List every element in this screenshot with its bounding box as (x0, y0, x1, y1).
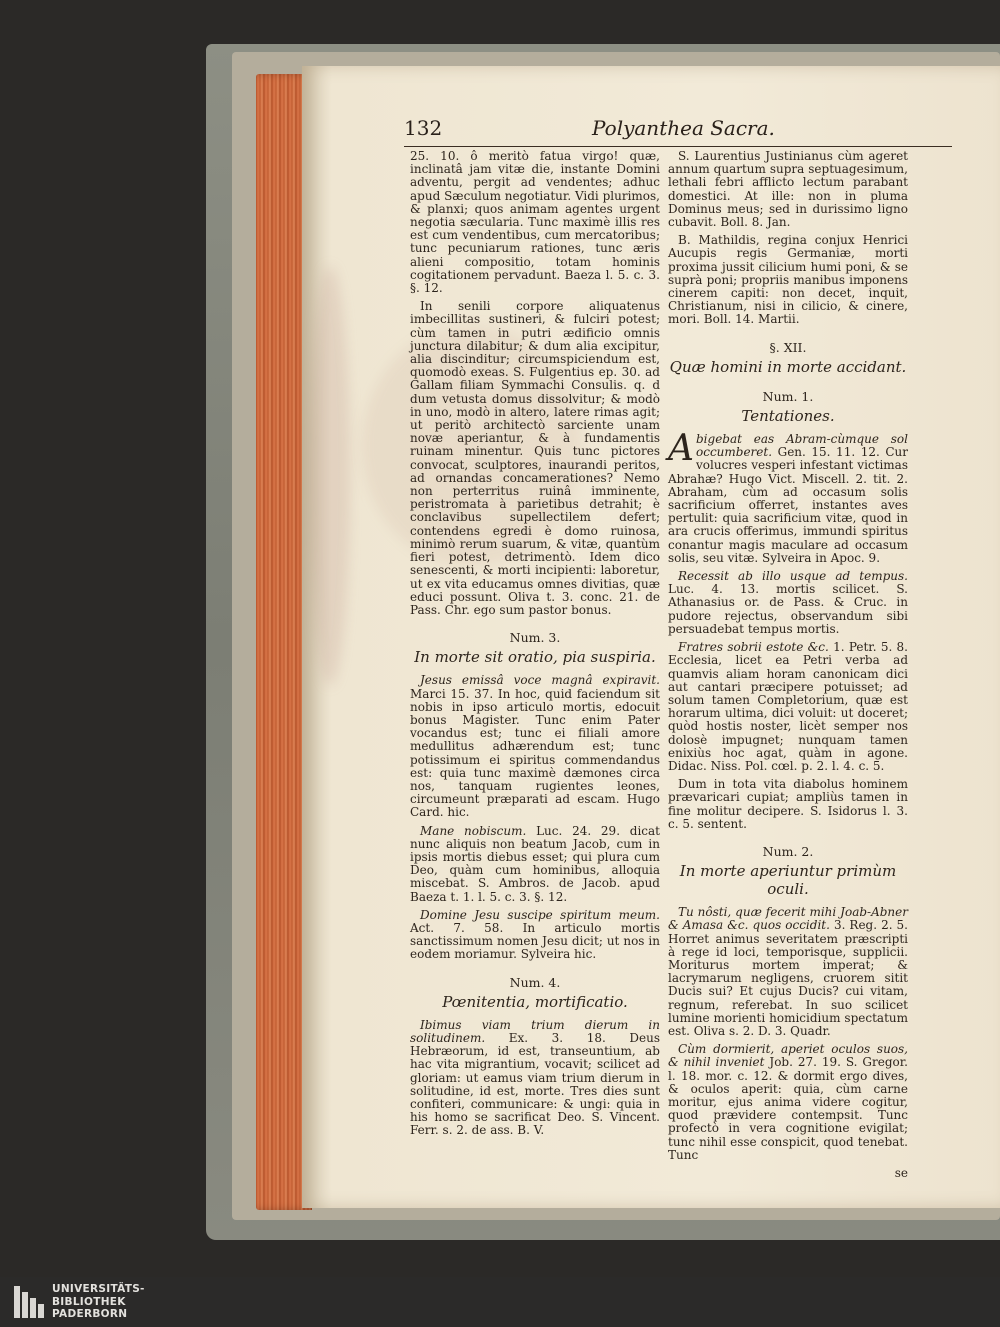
paragraph-text: Act. 7. 58. In articulo mortis sanctissimum nomen Jesu dicit; ut nos in eodem moriamur. Sylveira hic. (410, 920, 660, 962)
scripture-citation: Cùm dormierit, aperiet oculos suos, & nihil inveniet (668, 1042, 908, 1070)
paragraph (668, 641, 908, 773)
drop-capital: A (668, 428, 694, 470)
paragraph (410, 909, 660, 962)
section-heading: In morte sit oratio, pia suspiria. (414, 648, 656, 667)
paragraph (668, 428, 908, 565)
header-rule (404, 146, 952, 147)
paragraph (410, 1019, 660, 1138)
library-name (52, 1283, 145, 1321)
paragraph: S. Laurentius Justinianus cùm ageret annum quartum supra septuagesimum, lethali febri afflicto lectum parabant domestici. At ille: non in pluma Dominus meus; sed in durissimo ligno cubavit. Boll. 8. Jan. (668, 149, 908, 230)
footer-bar (0, 1277, 1000, 1327)
paragraph: B. Mathildis, regina conjux Henrici Aucupis regis Germaniæ, morti proxima jussit cilicium humi poni, & se suprà poni; propriis manibus imponens cinerem capiti: non decet, inquit, Christianum, nisi in cilicio, & cinere, mori. Boll. 14. Martii. (668, 233, 908, 327)
paragraph-text: Luc. 24. 29. dicat nunc aliquis non beatum Jacob, cum in ipsis mortis diebus esset; qui plura cum Deo, quàm cum hominibus, alloquia miscebat. S. Ambros. de Jacob. apud Baeza t. 1. l. 5. c. 3. §. 12. (410, 823, 660, 904)
paragraph: Dum in tota vita diabolus hominem prævaricari cupiat; ampliùs tamen in fine molitur decipere. S. Isidorus l. 3. c. 5. sentent. (668, 777, 908, 831)
page-header (404, 114, 952, 148)
section-heading: In morte aperiuntur primùm oculi. (679, 862, 897, 899)
paragraph (668, 906, 908, 1038)
paragraph: In senili corpore aliquatenus imbecillitas sustineri, & fulciri potest; cùm tamen in putri ædificio omnis junctura dilabitur; & dum alia excipitur, alia discinditur; circumspiciendum est, quomodò exeas. S. Fulgentius ep. 30. ad Gallam filiam Symmachi Consulis. q. d dum vetusta domus dissolvitur; & modò in uno, modò in altero, latere rimas agit; ut peritò architectò sarciente unam novæ aperiantur, & à fundamentis ruinam minentur. Quis tunc pictores convocat, sculptores, inaurandi peritos, ad ornandas concamerationes? Nemo non perterritus ruinâ imminente, peristromata à parietibus detrahit; è conclavibus supellectilem defert; contendens egredi è domo ruinosa, minimò rerum suarum, & vitæ, quantùm fieri potest, detrimentò. Idem dico senescenti, & morti incipienti: laboretur, ut ex vita educamus omnes divitias, quæ educi possunt. Oliva t. 3. conc. 21. de Pass. Chr. ego sum pastor bonus. (410, 299, 660, 617)
paragraph-text: Ex. 3. 18. Deus Hebræorum, id est, transeuntium, ab hac vita migrantium, vocavit; scilicet ad gloriam: ut eamus viam trium dierum in solitudine, id est, morte. Tres dies sunt confiteri, communicare: & ungi: quia in his homo se sacrificat Deo. S. Vincent. Ferr. s. 2. de ass. B. V. (410, 1030, 660, 1138)
library-name-line: PADERBORN (52, 1308, 128, 1320)
right-column (668, 150, 908, 1180)
scripture-citation: Domine Jesu suscipe spiritum meum. (420, 907, 660, 922)
library-logo-icon (14, 1286, 44, 1318)
paragraph-text: Luc. 4. 13. mortis scilicet. S. Athanasius or. de Pass. & Cruc. in pudore rejectus, observandum sibi persuadebat tempus mortis. (668, 582, 908, 636)
page-number: 132 (404, 116, 443, 140)
section-heading: Quæ homini in morte accidant. (669, 357, 907, 376)
paragraph-text: Marci 15. 37. In hoc, quid faciendum sit nobis in ipso articulo mortis, edocuit bonus Magister. Tunc enim Pater vocandus est; tunc ei filiali amore medullitus adhærendum est; tunc potissimum ei spiritus commendandus est: quia tunc maximè dæmones circa nos, tanquam rugientes leones, circumeunt præparati ad escam. Hugo Card. hic. (410, 686, 660, 820)
paragraph-text: Gen. 15. 11. 12. Cur volucres vesperi infestant victimas Abrahæ? Hugo Vict. Miscell. 2. tit. 2. Abraham, cùm ad occasum solis sacrificium offerret, instantes aves pertulit: quia sacrificium vitæ, quod in ara crucis offerimus, immundi spiritus conantur magis maculare ad occasum solis, seu vitæ. Sylveira in Apoc. 9. (668, 445, 908, 565)
section-heading: Pœnitentia, mortificatio. (442, 992, 628, 1011)
section-mark: §. XII. (769, 339, 807, 355)
page-stain (310, 266, 350, 686)
section-number: Num. 1. (762, 388, 814, 404)
running-head: Polyanthea Sacra. (592, 116, 775, 140)
section-number: Num. 3. (509, 630, 561, 646)
scripture-citation: Mane nobiscum. (420, 823, 527, 838)
paragraph: 25. 10. ô meritò fatua virgo! quæ, inclinatâ jam vitæ die, instante Domini adventu, pergit ad vendentes; adhuc apud Sæculum negotiatur. Vidi plurimos, & planxi; quos animam agentes urgent negotia sæcularia. Tunc maximè illis res est cum vendentibus, cum mercatoribus; tunc pecuniarum rationes, tunc æris alieni compositio, totam hominis cogitationem pervadunt. Baeza l. 5. c. 3. §. 12. (410, 149, 660, 296)
scripture-citation: Recessit ab illo usque ad tempus. (678, 569, 908, 584)
library-name-line: UNIVERSITÄTS- (52, 1283, 145, 1295)
paragraph-text: 1. Petr. 5. 8. Ecclesia, licet ea Petri verba ad quamvis aliam horam canonicam dici aut cantari præcipere potuisset; ad solum tamen Completorium, quæ est horarum ultima, dici voluit: ut doceret; quòd hostis noster, licèt semper nos dolosè impugnet; nunquam tamen enixiùs hoc agat, quàm in agone. Didac. Niss. Pol. cœl. p. 2. l. 4. c. 5. (668, 640, 908, 773)
scripture-citation: Ibimus viam trium dierum in solitudinem. (410, 1017, 660, 1045)
catchword: se (894, 1166, 908, 1180)
section-number: Num. 2. (762, 843, 814, 859)
paragraph (410, 674, 660, 819)
section-number: Num. 4. (509, 974, 561, 990)
scripture-citation: Fratres sobrii estote &c. (678, 640, 829, 655)
scripture-citation: Tu nôsti, quæ fecerit mihi Joab-Abner & Amasa &c. quos occidit. (668, 905, 908, 933)
scripture-citation: Jesus emissâ voce magnâ expiravit. (420, 673, 660, 688)
section-heading: Tentationes. (741, 407, 835, 426)
scripture-citation: bigebat eas Abram-cùmque sol occumberet. (696, 432, 908, 460)
paragraph-text: 3. Reg. 2. 5. Horret animus severitatem præscripti à rege id loci, temporisque, supplicii. Moriturus mortem imperat; & lacrymarum negligens, cruorem sitit Ducis sui? Et cujus Ducis? cui vitam, regnum, referebat. In suo scilicet lumine morienti homicidium spectatum est. Oliva s. 2. D. 3. Quadr. (668, 918, 908, 1038)
library-name-line: BIBLIOTHEK (52, 1295, 126, 1308)
paragraph (668, 570, 908, 636)
paragraph-text: Job. 27. 19. S. Gregor. l. 18. mor. c. 12. & dormit ergo dives, & oculos aperit: quia, cùm carne moritur, ejus anima videre cogitur, quod prævidere contempsit. Tunc profectò in vera cognitione evigilat; tunc nihil esse conspicit, quod tenebat. Tunc (668, 1055, 908, 1162)
paragraph (410, 825, 660, 904)
paragraph (668, 1043, 908, 1162)
left-column (410, 150, 660, 1143)
